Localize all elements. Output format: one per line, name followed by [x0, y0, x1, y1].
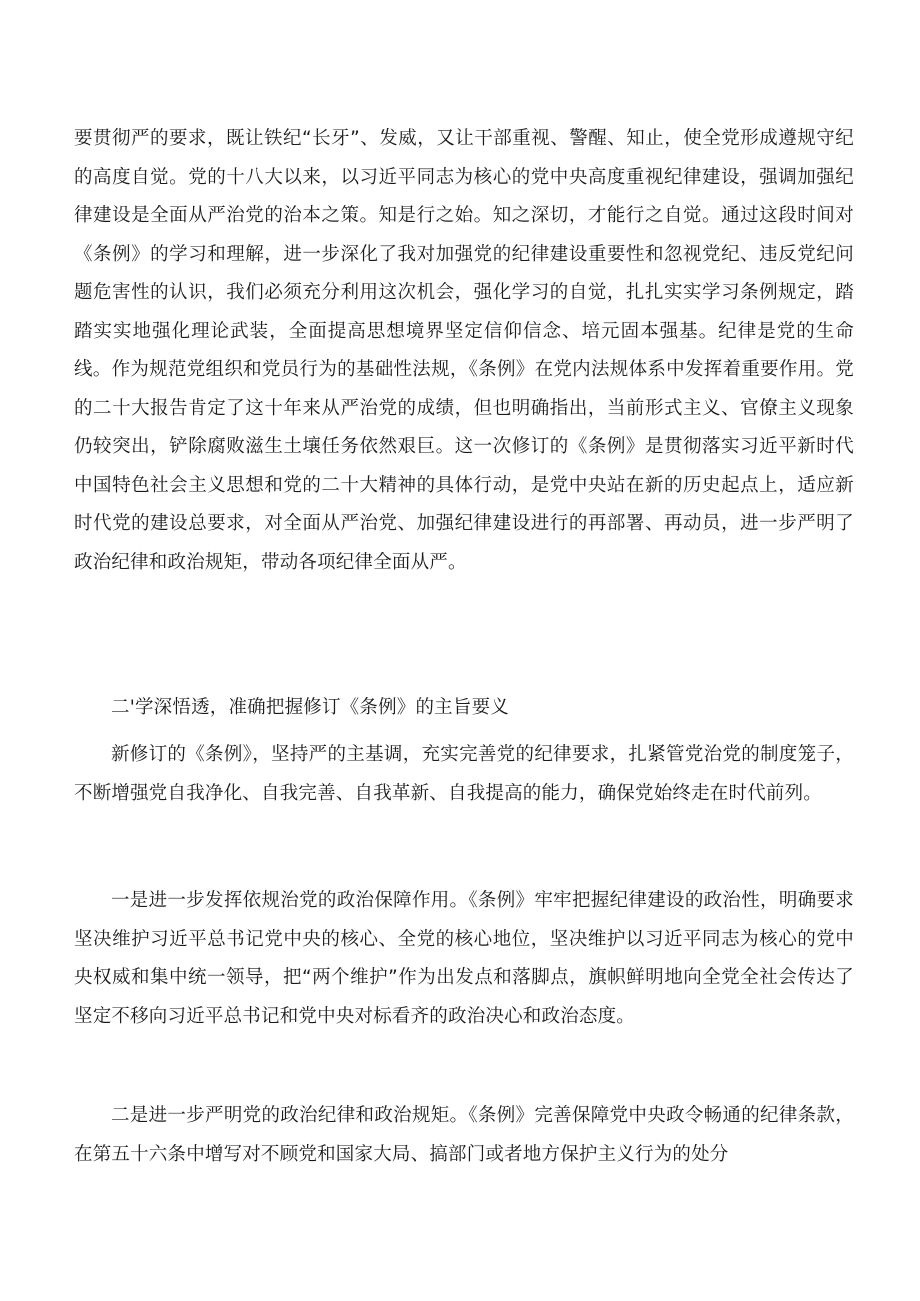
section-heading: 二'学深悟透，准确把握修订《条例》的主旨要义: [111, 697, 509, 718]
paragraph-point-two: 二是进一步严明党的政治纪律和政治规矩。《条例》完善保障党中央政令畅通的纪律条款，在第五十六条中增写对不顾党和国家大局、搞部门或者地方保护主义行为的处分: [74, 1105, 854, 1165]
paragraph-overview: 新修订的《条例》，坚持严的主基调，充实完善党的纪律要求，扎紧管党治党的制度笼子，不断增强党自我净化、自我完善、自我革新、自我提高的能力，确保党始终走在时代前列。: [74, 744, 854, 804]
paragraph-point-one: 一是进一步发挥依规治党的政治保障作用。《条例》牢牢把握纪律建设的政治性，明确要求坚决维护习近平总书记党中央的核心、全党的核心地位，坚决维护以习近平同志为核心的党中央权威和集中统一领导，把“两个维护”作为出发点和落脚点，旗帜鲜明地向全党全社会传达了坚定不移向习近平总书记和党中央对标看齐的政治决心和政治态度。: [74, 890, 854, 1027]
paragraph-intro: 要贯彻严的要求，既让铁纪“长牙”、发威，又让干部重视、警醒、知止，使全党形成遵规守纪的高度自觉。党的十八大以来，以习近平同志为核心的党中央高度重视纪律建设，强调加强纪律建设是全面从严治党的治本之策。知是行之始。知之深切，才能行之自觉。通过这段时间对《条例》的学习和理解，进一步深化了我对加强党的纪律建设重要性和忽视党纪、违反党纪问题危害性的认识，我们必须充分利用这次机会，强化学习的自觉，扎扎实实学习条例规定，踏踏实实地强化理论武装，全面提高思想境界坚定信仰信念、培元固本强基。纪律是党的生命线。作为规范党组织和党员行为的基础性法规，《条例》在党内法规体系中发挥着重要作用。党的二十大报告肯定了这十年来从严治党的成绩，但也明确指出，当前形式主义、官僚主义现象仍较突出，铲除腐败滋生土壤任务依然艰巨。这一次修订的《条例》是贯彻落实习近平新时代中国特色社会主义思想和党的二十大精神的具体行动，是党中央站在新的历史起点上，适应新时代党的建设总要求，对全面从严治党、加强纪律建设进行的再部署、再动员，进一步严明了政治纪律和政治规矩，带动各项纪律全面从严。: [74, 128, 854, 573]
